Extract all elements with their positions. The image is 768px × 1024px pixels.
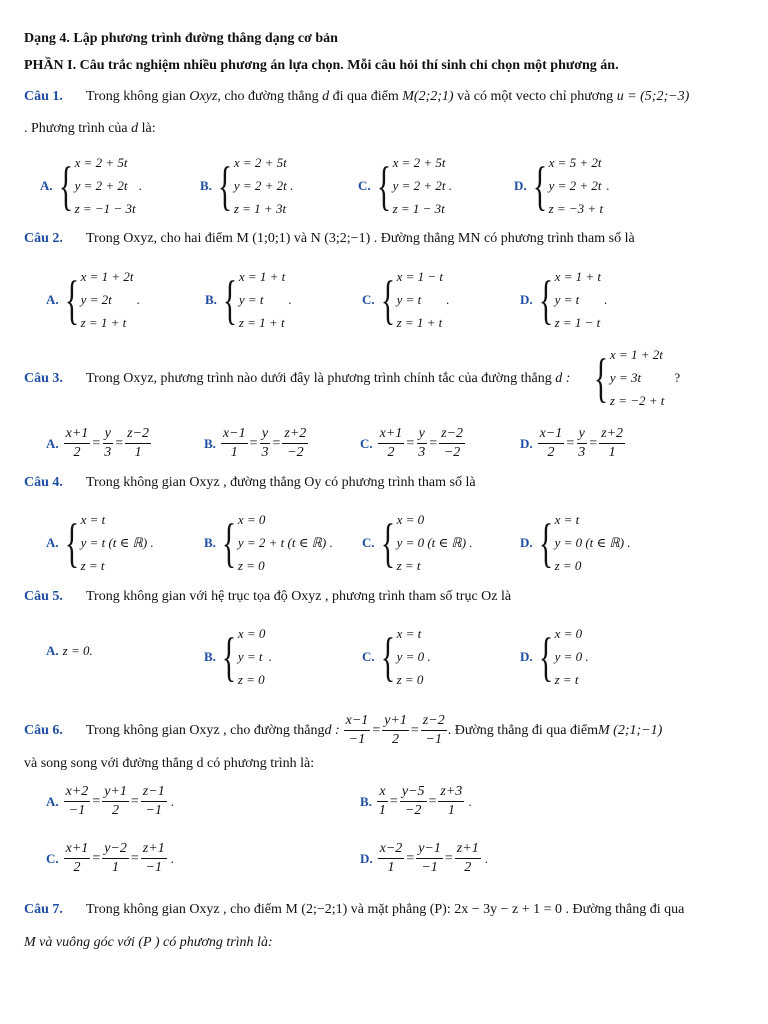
- fraction: $\frac{y-5}{-2}$: [401, 784, 425, 818]
- equation-row: y = 0 (t ∈ ℝ): [554, 535, 625, 550]
- equation-row: y = 2 + 2t: [74, 178, 128, 193]
- equation-system: { x = 0 y = t z = 0: [220, 622, 265, 691]
- fraction: $\frac{y-2}{1}$: [104, 841, 127, 875]
- question-label: Câu 6.: [24, 722, 63, 738]
- fraction: $\frac{z+1}{-1}$: [142, 841, 165, 875]
- fraction: $\frac{x+1}{2}$: [65, 426, 89, 460]
- equation-row: y = t: [238, 292, 264, 307]
- question-5-option-c[interactable]: C. { x = t y = 0 z = 0 .: [362, 622, 430, 691]
- equation-system: { x = 0 y = 0 (t ∈ ℝ) z = t: [379, 508, 466, 577]
- equation-row: x = 1 + 2t: [609, 347, 663, 362]
- question-5-option-b[interactable]: B. { x = 0 y = t z = 0 .: [204, 622, 272, 691]
- equation-row: x = 0: [396, 512, 425, 527]
- question-5: Câu 5. Trong không gian với hệ trục tọa độ Oxyz , phương trình tham số trục Oz là: [24, 589, 512, 604]
- equation-row: y = 0: [396, 649, 425, 664]
- equation-system: { x = 1 + t y = t z = 1 + t: [221, 265, 285, 334]
- equation-row: x = 1 + t: [238, 269, 286, 284]
- equation-row: y = 3t: [609, 370, 642, 385]
- equation-system: { x = 0 y = 2 + t (t ∈ ℝ) z = 0: [220, 508, 326, 577]
- fraction: $\frac{z+2}{-2}$: [284, 426, 307, 460]
- equation-row: x = 0: [554, 626, 583, 641]
- fraction: $\frac{x-1}{2}$: [539, 426, 563, 460]
- question-label: Câu 4.: [24, 475, 63, 490]
- question-3-option-b[interactable]: B. $\frac{x-1}{1}$ = $\frac{y}{3}$ = $\frac{z+2}{-2}$: [204, 426, 307, 460]
- question-3-option-c[interactable]: C. $\frac{x+1}{2}$ = $\frac{y}{3}$ = $\frac{z-2}{-2}$: [360, 426, 464, 460]
- question-7-continued: M và vuông góc với (P ) có phương trình là:: [24, 935, 273, 950]
- question-5-option-a[interactable]: A. z = 0.: [46, 643, 93, 658]
- question-1-option-a[interactable]: A. { x = 2 + 5t y = 2 + 2t z = −1 − 3t .: [40, 151, 142, 220]
- equation-system: { x = t y = 0 z = 0: [379, 622, 424, 691]
- fraction: $\frac{y}{3}$: [261, 426, 269, 460]
- equation-row: z = 0: [237, 672, 265, 687]
- equation-row: z = 0: [396, 672, 424, 687]
- question-1-option-b[interactable]: B. { x = 2 + 5t y = 2 + 2t z = 1 + 3t .: [200, 151, 293, 220]
- question-label: Câu 1.: [24, 89, 63, 104]
- equation-row: z = 1 + t: [396, 315, 443, 330]
- question-1-option-c[interactable]: C. { x = 2 + 5t y = 2 + 2t z = 1 − 3t .: [358, 151, 452, 220]
- equation-row: x = t: [554, 512, 580, 527]
- equation-row: x = 2 + 5t: [392, 155, 446, 170]
- fraction: $\frac{y}{3}$: [418, 426, 426, 460]
- equation-row: z = 1 − t: [554, 315, 601, 330]
- question-5-option-d[interactable]: D. { x = 0 y = 0 z = t .: [520, 622, 588, 691]
- question-6-option-a[interactable]: A. $\frac{x+2}{-1}$ = $\frac{y+1}{2}$ = $\frac{z-1}{-1}$ .: [46, 784, 174, 818]
- equation-system: { x = t y = 0 (t ∈ ℝ) z = 0: [537, 508, 624, 577]
- question-6-option-b[interactable]: B. $\frac{x}{1}$ = $\frac{y-5}{-2}$ = $\frac{z+3}{1}$ .: [360, 784, 472, 818]
- equation-row: x = 0: [237, 626, 266, 641]
- fraction: $\frac{y-1}{-1}$: [418, 841, 441, 875]
- equation-row: x = 2 + 5t: [233, 155, 287, 170]
- fraction: $\frac{y+1}{2}$: [104, 784, 127, 818]
- fraction: $\frac{x+1}{2}$: [65, 841, 89, 875]
- equation-row: x = 2 + 5t: [74, 155, 128, 170]
- question-3-option-d[interactable]: D. $\frac{x-1}{2}$ = $\frac{y}{3}$ = $\frac{z+2}{1}$: [520, 426, 624, 460]
- fraction: $\frac{x}{1}$: [378, 784, 386, 818]
- question-6-option-c[interactable]: C. $\frac{x+1}{2}$ = $\frac{y-2}{1}$ = $\frac{z+1}{-1}$ .: [46, 841, 174, 875]
- question-3-option-a[interactable]: A. $\frac{x+1}{2}$ = $\frac{y}{3}$ = $\frac{z-2}{1}$: [46, 426, 150, 460]
- fraction: $\frac{z+1}{2}$: [456, 841, 479, 875]
- equation-system: { x = 1 + t y = t z = 1 − t: [537, 265, 601, 334]
- fraction: $\frac{x-1}{-1}$: [345, 713, 369, 747]
- question-6-continued: và song song với đường thẳng d có phương trình là:: [24, 756, 315, 771]
- equation-system: { x = 2 + 5t y = 2 + 2t z = 1 + 3t: [216, 151, 287, 220]
- equation-row: z = 1 + 3t: [233, 201, 287, 216]
- equation-system: { x = 1 − t y = t z = 1 + t: [379, 265, 443, 334]
- equation-row: x = 5 + 2t: [548, 155, 602, 170]
- question-4-option-a[interactable]: A. { x = t y = t (t ∈ ℝ) z = t .: [46, 508, 153, 577]
- equation-row: z = −2 + t: [609, 393, 665, 408]
- equation-row: z = 1 + t: [238, 315, 285, 330]
- equation-row: y = 0 (t ∈ ℝ): [396, 535, 467, 550]
- equation-row: z = 0: [554, 558, 582, 573]
- fraction: $\frac{z-2}{1}$: [127, 426, 150, 460]
- equation-system: { x = 2 + 5t y = 2 + 2t z = −1 − 3t: [57, 151, 136, 220]
- equation-system: { x = 2 + 5t y = 2 + 2t z = 1 − 3t: [375, 151, 446, 220]
- question-label: Câu 5.: [24, 589, 63, 604]
- equation-row: z = 0: [237, 558, 265, 573]
- equation-row: y = 2 + 2t: [392, 178, 446, 193]
- fraction: $\frac{x-2}{1}$: [379, 841, 403, 875]
- question-2-option-d[interactable]: D. { x = 1 + t y = t z = 1 − t .: [520, 265, 607, 334]
- equation-row: y = t (t ∈ ℝ): [80, 535, 148, 550]
- equation-row: y = 0: [554, 649, 583, 664]
- question-4-option-b[interactable]: B. { x = 0 y = 2 + t (t ∈ ℝ) z = 0 .: [204, 508, 332, 577]
- question-4-option-d[interactable]: D. { x = t y = 0 (t ∈ ℝ) z = 0 .: [520, 508, 630, 577]
- equation-system: { x = 0 y = 0 z = t: [537, 622, 582, 691]
- equation-row: y = 2 + 2t: [548, 178, 602, 193]
- fraction: $\frac{y+1}{2}$: [384, 713, 407, 747]
- question-1-option-d[interactable]: D. { x = 5 + 2t y = 2 + 2t z = −3 + t .: [514, 151, 609, 220]
- question-4-option-c[interactable]: C. { x = 0 y = 0 (t ∈ ℝ) z = t .: [362, 508, 472, 577]
- equation-row: x = t: [80, 512, 106, 527]
- fraction: $\frac{x+2}{-1}$: [65, 784, 89, 818]
- question-label: Câu 2.: [24, 231, 63, 246]
- equation-row: x = 0: [237, 512, 266, 527]
- equation-row: z = −1 − 3t: [74, 201, 136, 216]
- topic-heading: Dạng 4. Lập phương trình đường thẳng dạng cơ bản: [24, 31, 338, 46]
- equation-row: y = t: [237, 649, 263, 664]
- equation-row: x = t: [396, 626, 422, 641]
- question-1: Câu 1. Trong không gian Oxyz, cho đường thẳng d đi qua điểm M(2;2;1) và có một vecto chỉ phương u = (5;2;−3): [24, 89, 690, 104]
- question-6: Câu 6. Trong không gian Oxyz , cho đường thẳng d : $\frac{x-1}{-1}$ = $\frac{y+1}{2}$ = $\frac{z-2}{-1}$ . Đường thẳng đi qua điểm M (2;1;−1): [24, 713, 663, 747]
- question-label: Câu 7.: [24, 902, 63, 917]
- fraction: $\frac{z+2}{1}$: [601, 426, 624, 460]
- equation-system: { x = 1 + 2t y = 2t z = 1 + t: [63, 265, 134, 334]
- question-4: Câu 4. Trong không gian Oxyz , đường thẳng Oy có phương trình tham số là: [24, 475, 476, 490]
- equation-row: x = 1 + t: [554, 269, 601, 284]
- fraction: $\frac{z-2}{-1}$: [422, 713, 445, 747]
- fraction: $\frac{z-2}{-2}$: [441, 426, 464, 460]
- question-6-option-d[interactable]: D. $\frac{x-2}{1}$ = $\frac{y-1}{-1}$ = $\frac{z+1}{2}$ .: [360, 841, 488, 875]
- equation-row: z = −3 + t: [548, 201, 604, 216]
- question-2: Câu 2. Trong Oxyz, cho hai điểm M (1;0;1) và N (3;2;−1) . Đường thẳng MN có phương trình tham số là: [24, 231, 635, 246]
- equation-system: { x = t y = t (t ∈ ℝ) z = t: [63, 508, 148, 577]
- equation-row: z = t: [396, 558, 421, 573]
- question-2-option-b[interactable]: B. { x = 1 + t y = t z = 1 + t .: [205, 265, 292, 334]
- fraction: $\frac{x+1}{2}$: [379, 426, 403, 460]
- equation-row: x = 1 + 2t: [80, 269, 134, 284]
- equation-row: y = t: [396, 292, 422, 307]
- question-3-system: { x = 1 + 2t y = 3t z = −2 + t ?: [592, 343, 680, 412]
- equation-row: z = 1 − 3t: [392, 201, 445, 216]
- equation-row: z = t: [554, 672, 579, 687]
- fraction: $\frac{y}{3}$: [104, 426, 112, 460]
- question-2-option-c[interactable]: C. { x = 1 − t y = t z = 1 + t .: [362, 265, 449, 334]
- equation-system: { x = 5 + 2t y = 2 + 2t z = −3 + t: [531, 151, 603, 220]
- question-7: Câu 7. Trong không gian Oxyz , cho điểm M (2;−2;1) và mặt phẳng (P): 2x − 3y − z + 1 = 0 . Đường thẳng đi qua: [24, 902, 685, 917]
- equation-row: z = 1 + t: [80, 315, 127, 330]
- equation-row: y = 2 + 2t: [233, 178, 287, 193]
- fraction: $\frac{z-1}{-1}$: [142, 784, 165, 818]
- fraction: $\frac{x-1}{1}$: [222, 426, 246, 460]
- fraction: $\frac{z+3}{1}$: [440, 784, 463, 818]
- equation-row: y = 2 + t (t ∈ ℝ): [237, 535, 327, 550]
- equation-row: y = t: [554, 292, 580, 307]
- question-2-option-a[interactable]: A. { x = 1 + 2t y = 2t z = 1 + t .: [46, 265, 140, 334]
- equation-row: x = 1 − t: [396, 269, 443, 284]
- equation-row: z = t: [80, 558, 105, 573]
- fraction: $\frac{y}{3}$: [578, 426, 586, 460]
- part-heading: PHẦN I. Câu trắc nghiệm nhiều phương án lựa chọn. Mỗi câu hỏi thí sinh chỉ chọn một phương án.: [24, 58, 619, 73]
- question-3: Câu 3. Trong Oxyz, phương trình nào dưới đây là phương trình chính tắc của đường thẳng d :: [24, 371, 571, 386]
- question-label: Câu 3.: [24, 371, 63, 386]
- equation-row: y = 2t: [80, 292, 112, 307]
- question-1-continued: . Phương trình của d là:: [24, 121, 156, 136]
